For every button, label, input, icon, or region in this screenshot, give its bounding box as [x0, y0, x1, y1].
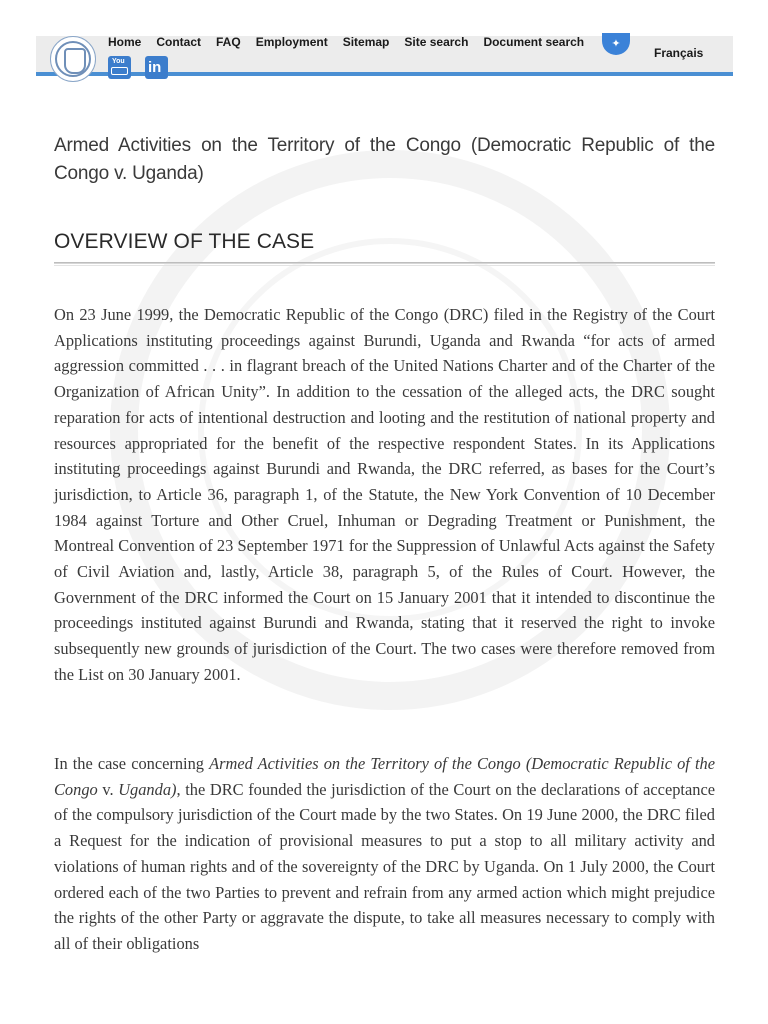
- case-name-italic-2: Uganda): [113, 779, 177, 799]
- nav-contact[interactable]: Contact: [156, 35, 202, 49]
- nav-employment[interactable]: Employment: [255, 35, 328, 49]
- section-heading: OVERVIEW OF THE CASE: [54, 230, 315, 253]
- case-name-v: v.: [102, 779, 114, 799]
- nav-sitemap[interactable]: Sitemap: [342, 35, 390, 49]
- nav-faq[interactable]: FAQ: [216, 35, 241, 49]
- paragraph2-intro: In the case concerning: [54, 754, 210, 773]
- nav-home[interactable]: Home: [108, 35, 142, 49]
- top-navigation: [108, 35, 584, 49]
- twitter-bird-glyph: ✦: [611, 36, 621, 50]
- linkedin-icon[interactable]: [145, 56, 168, 79]
- overview-paragraph-2: [54, 751, 715, 957]
- youtube-icon[interactable]: [108, 56, 131, 79]
- linkedin-text: in: [148, 59, 162, 76]
- paragraph2-rest: , the DRC founded the jurisdiction of the Court on the declarations of acceptance of the compulsory jurisdiction of the Court made by the two States. On 19 June 2000, the DRC filed a Request for the indication of provisional measures to put a stop to all military activity and violations of human rights and of the sovereignty of the DRC by Uganda. On 1 July 2000, the Court ordered each of the two Parties to prevent and refrain from any armed action which might prejudice the rights of the other Party or aggravate the dispute, to take all measures necessary to comply with all of their obligations: [54, 779, 716, 953]
- youtube-play-box: [111, 67, 128, 75]
- court-seal-logo[interactable]: [50, 36, 96, 82]
- language-link-francais[interactable]: Français: [654, 46, 704, 60]
- youtube-text: You: [112, 58, 125, 65]
- heading-divider: [54, 262, 715, 264]
- case-title: Armed Activities on the Territory of the Congo (Democratic Republic of the Congo v. Uganda): [54, 135, 715, 184]
- nav-site-search[interactable]: Site search: [404, 35, 469, 49]
- case-name-italic: Armed Activities on the Territory of the Congo (Democratic Republic of the Congo: [54, 754, 715, 799]
- overview-paragraph-1: On 23 June 1999, the Democratic Republic of the Congo (DRC) filed in the Registry of the Court Applications instituting proceedings against Burundi, Uganda and Rwanda “for acts of armed aggression committed . . . in flagrant breach of the United Nations Charter and of the Charter of the Organization of African Unity”. In addition to the cessation of the alleged acts, the DRC sought reparation for acts of intentional destruction and looting and the restitution of national property and resources appropriated for the benefit of the respective respondent States. In its Applications instituting proceedings against Burundi and Rwanda, the DRC referred, as bases for the Court’s jurisdiction, to Article 36, paragraph 1, of the Statute, the New York Convention of 10 December 1984 against Torture and Other Cruel, Inhuman or Degrading Treatment or Punishment, the Montreal Convention of 23 September 1971 for the Suppression of Unlawful Acts against the Safety of Civil Aviation and, lastly, Article 38, paragraph 5, of the Rules of Court. However, the Government of the DRC informed the Court on 15 January 2001 that it intended to discontinue the proceedings instituted against Burundi and Rwanda, stating that it reserved the right to invoke subsequently new grounds of jurisdiction of the Court. The two cases were therefore removed from the List on 30 January 2001.: [54, 305, 715, 684]
- nav-document-search[interactable]: Document search: [483, 35, 585, 49]
- main-content: [54, 132, 716, 953]
